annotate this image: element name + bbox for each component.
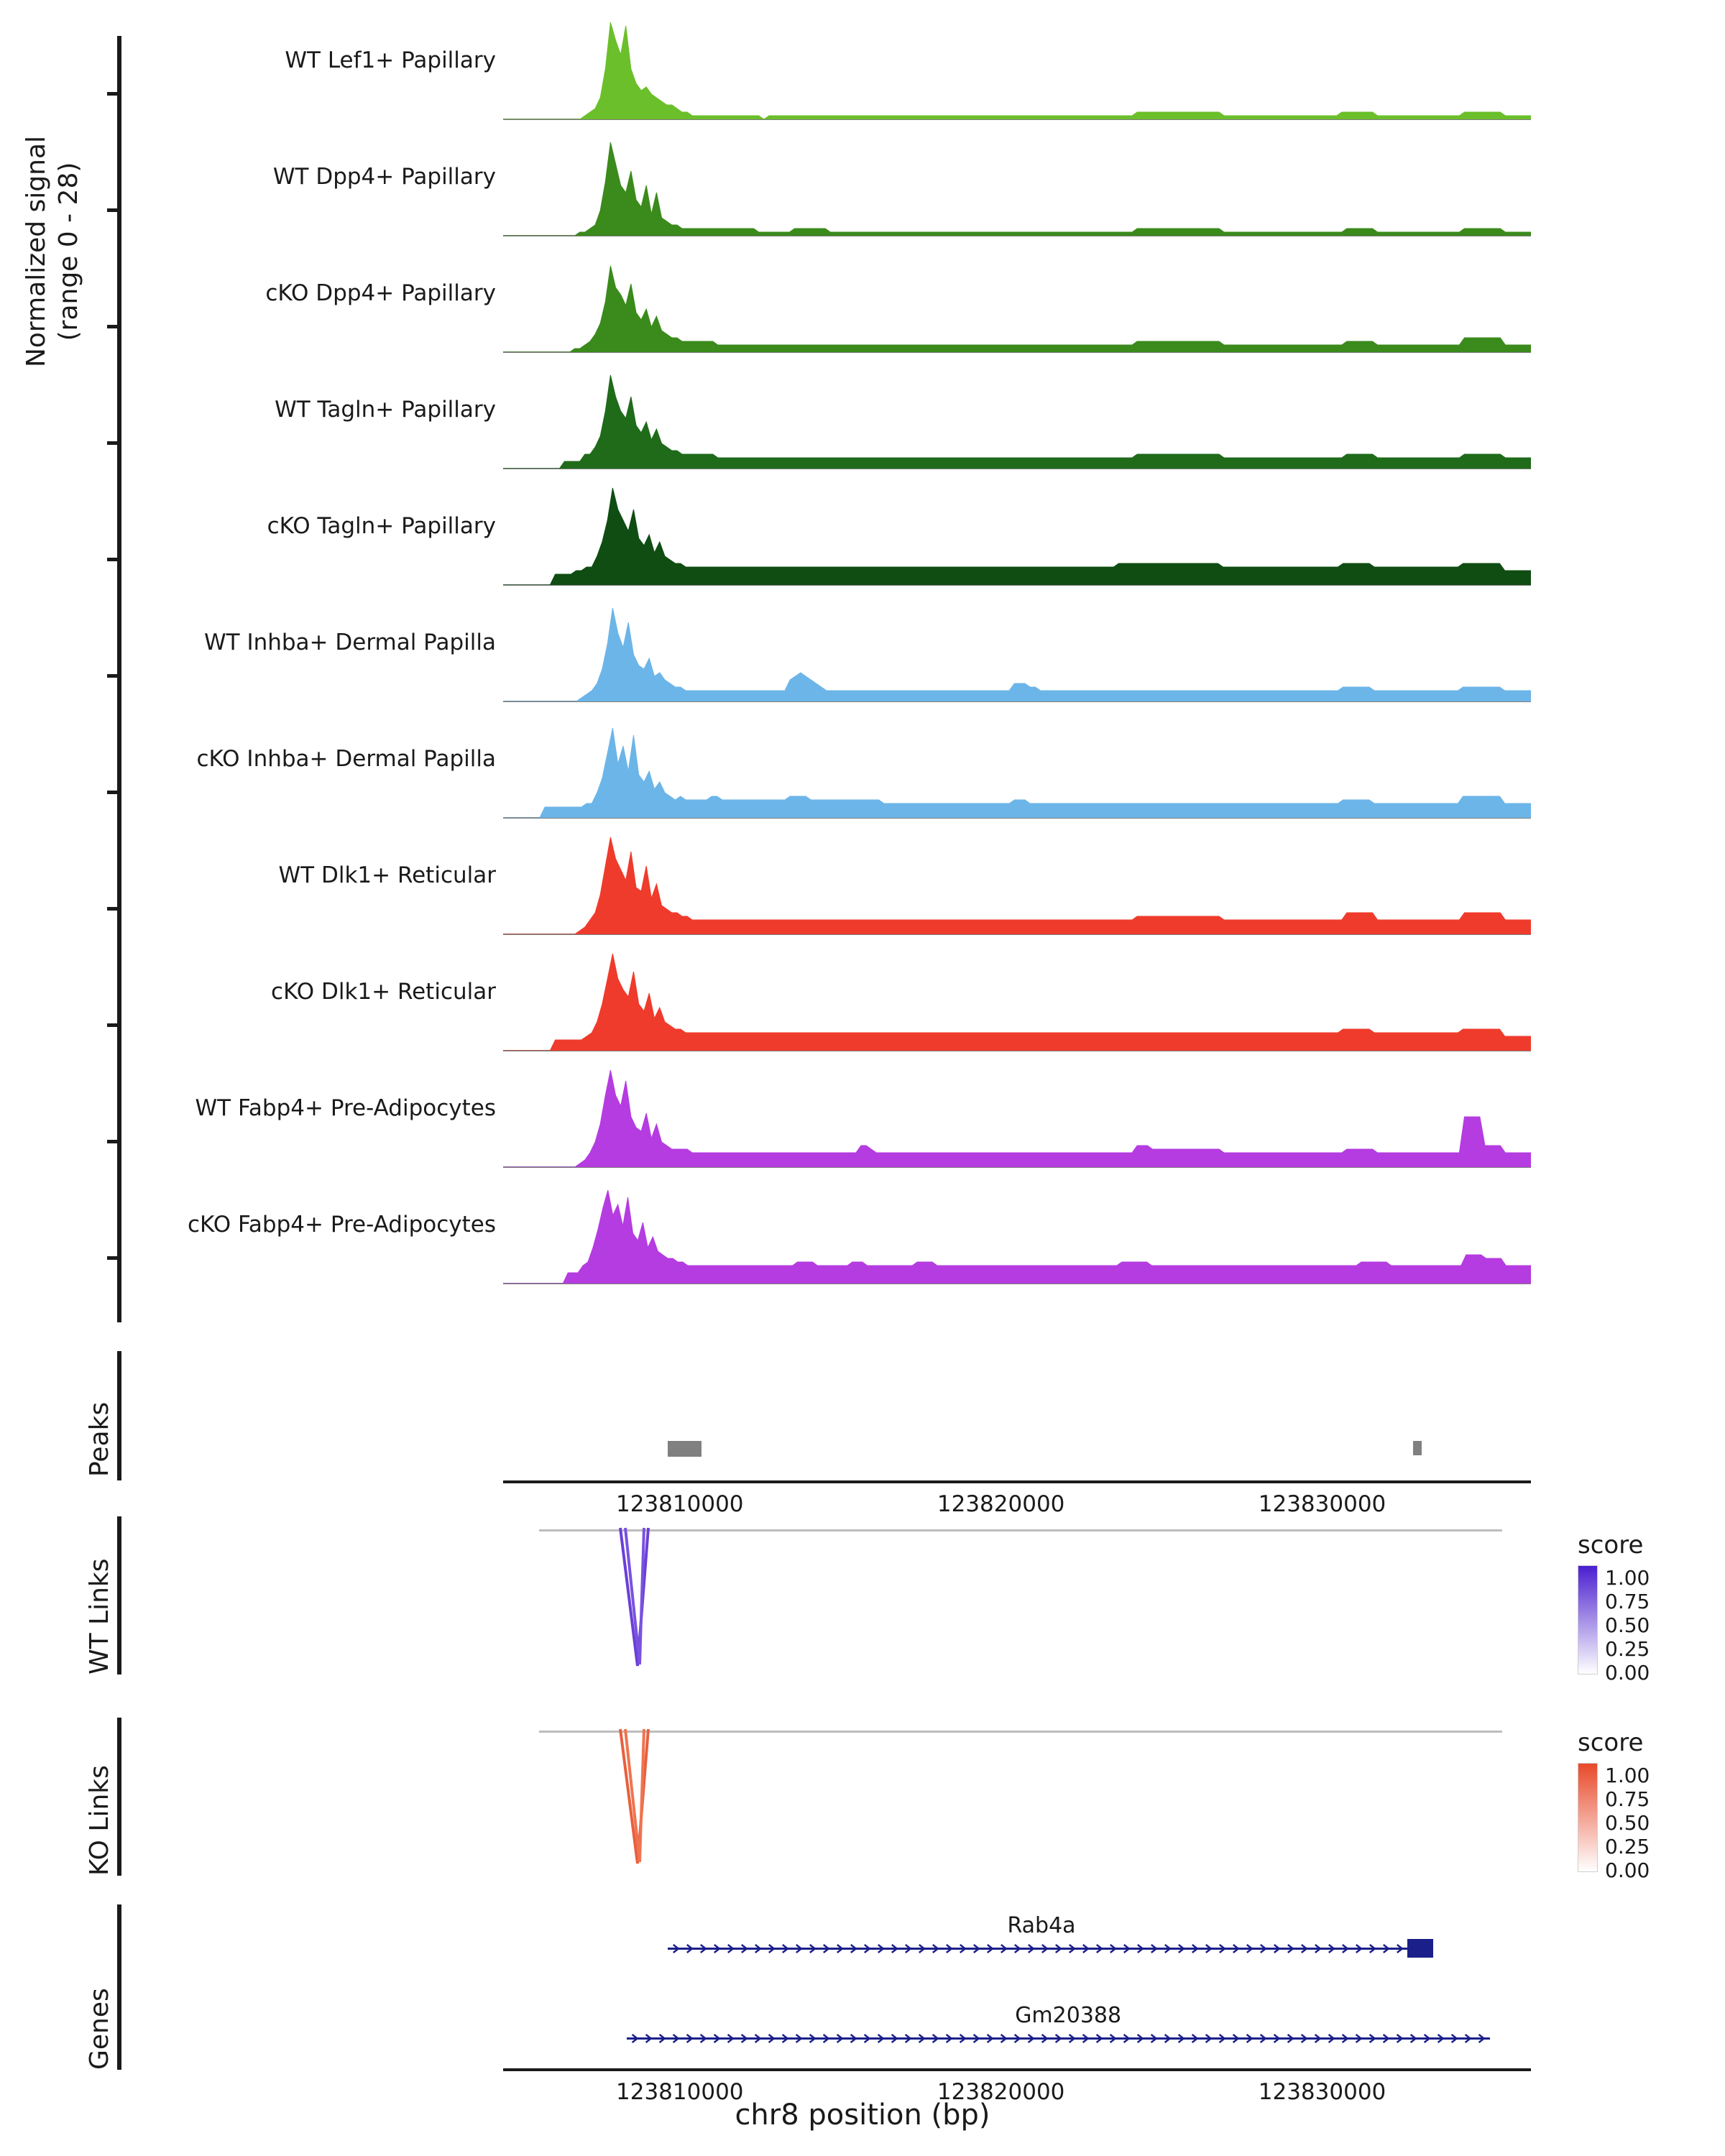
ko-legend-gradient — [1578, 1763, 1598, 1872]
coverage-track — [0, 1177, 1725, 1294]
coverage-area — [503, 1183, 1531, 1284]
track-plot — [503, 944, 1531, 1061]
x-tick-label: 123830000 — [1258, 2079, 1386, 2105]
wt-links-axis — [117, 1516, 121, 1674]
coordinate-axis-top — [503, 1480, 1531, 1483]
wt-legend-ticks: 1.00 0.75 0.50 0.25 0.00 — [1605, 1566, 1650, 1685]
track-plot — [503, 13, 1531, 129]
ko-links-label: KO Links — [85, 1765, 114, 1876]
wt-legend-scale — [1578, 1565, 1650, 1685]
coverage-area — [503, 368, 1531, 469]
track-label: WT Lef1+ Papillary — [285, 47, 496, 73]
track-label: WT Fabp4+ Pre-Adipocytes — [195, 1095, 496, 1121]
track-label: cKO Tagln+ Papillary — [267, 513, 496, 539]
coverage-area — [503, 834, 1531, 934]
gene-name: Rab4a — [1007, 1913, 1076, 1938]
track-label: cKO Dlk1+ Reticular — [271, 979, 496, 1005]
peaks-label: Peaks — [85, 1401, 114, 1477]
track-label: cKO Fabp4+ Pre-Adipocytes — [188, 1212, 496, 1238]
ko-legend-scale — [1578, 1763, 1650, 1882]
wt-links-arcs — [503, 1522, 1531, 1680]
track-plot — [503, 362, 1531, 479]
coverage-track — [0, 479, 1725, 595]
coverage-track — [0, 595, 1725, 711]
wt-legend-gradient — [1578, 1565, 1598, 1674]
coverage-area — [503, 484, 1531, 585]
track-plot — [503, 711, 1531, 828]
x-tick-label: 123830000 — [1258, 1491, 1386, 1517]
coverage-track — [0, 246, 1725, 362]
track-label: WT Dpp4+ Papillary — [272, 164, 496, 190]
track-label: cKO Dpp4+ Papillary — [265, 280, 496, 306]
peaks-plot — [503, 1351, 1531, 1480]
wt-links-legend — [1578, 1531, 1650, 1685]
coverage-track — [0, 129, 1725, 246]
track-plot — [503, 129, 1531, 246]
x-tick-label: 123810000 — [616, 2079, 744, 2105]
coverage-area — [503, 19, 1531, 119]
track-plot — [503, 1177, 1531, 1294]
track-label: cKO Inhba+ Dermal Papilla — [196, 746, 496, 772]
coverage-area — [503, 135, 1531, 236]
x-tick-label: 123810000 — [616, 1491, 744, 1517]
gene-strand-arrows — [503, 2028, 1531, 2050]
ko-legend-ticks: 1.00 0.75 0.50 0.25 0.00 — [1605, 1764, 1650, 1882]
coverage-area — [503, 950, 1531, 1051]
track-label: WT Tagln+ Papillary — [275, 397, 496, 423]
x-axis-label: chr8 position (bp) — [735, 2099, 990, 2132]
coverage-track — [0, 944, 1725, 1061]
y-axis-label: Normalized signal (range 0 - 28) — [22, 135, 83, 368]
peak-region — [1413, 1441, 1422, 1455]
x-tick-label: 123820000 — [937, 2079, 1065, 2105]
genes-plot — [503, 1904, 1531, 2070]
wt-links-label: WT Links — [85, 1558, 114, 1674]
x-tick-label: 123820000 — [937, 1491, 1065, 1517]
coordinate-axis-bottom — [503, 2068, 1531, 2071]
gene-exon — [1407, 1939, 1433, 1958]
track-plot — [503, 595, 1531, 711]
peaks-axis — [117, 1351, 121, 1480]
track-plot — [503, 828, 1531, 944]
track-plot — [503, 1061, 1531, 1177]
coverage-area — [503, 252, 1531, 352]
coverage-track — [0, 1061, 1725, 1177]
ko-links-axis — [117, 1718, 121, 1876]
ko-legend-title: score — [1578, 1728, 1644, 1757]
coverage-track — [0, 362, 1725, 479]
gene-name: Gm20388 — [1015, 2003, 1122, 2028]
track-plot — [503, 479, 1531, 595]
coverage-track — [0, 828, 1725, 944]
coverage-track — [0, 13, 1725, 129]
peak-region — [668, 1441, 702, 1457]
coverage-area — [503, 601, 1531, 701]
track-plot — [503, 246, 1531, 362]
track-label: WT Inhba+ Dermal Papilla — [204, 630, 496, 655]
coverage-area — [503, 1067, 1531, 1167]
coverage-track — [0, 711, 1725, 828]
ko-links-legend — [1578, 1728, 1650, 1882]
track-label: WT Dlk1+ Reticular — [278, 862, 496, 888]
ko-links-arcs — [503, 1723, 1531, 1881]
genes-label: Genes — [85, 1988, 114, 2070]
gene-strand-arrows — [503, 1938, 1531, 1960]
coverage-area — [503, 717, 1531, 818]
genes-axis — [117, 1904, 121, 2070]
wt-legend-title: score — [1578, 1531, 1644, 1560]
